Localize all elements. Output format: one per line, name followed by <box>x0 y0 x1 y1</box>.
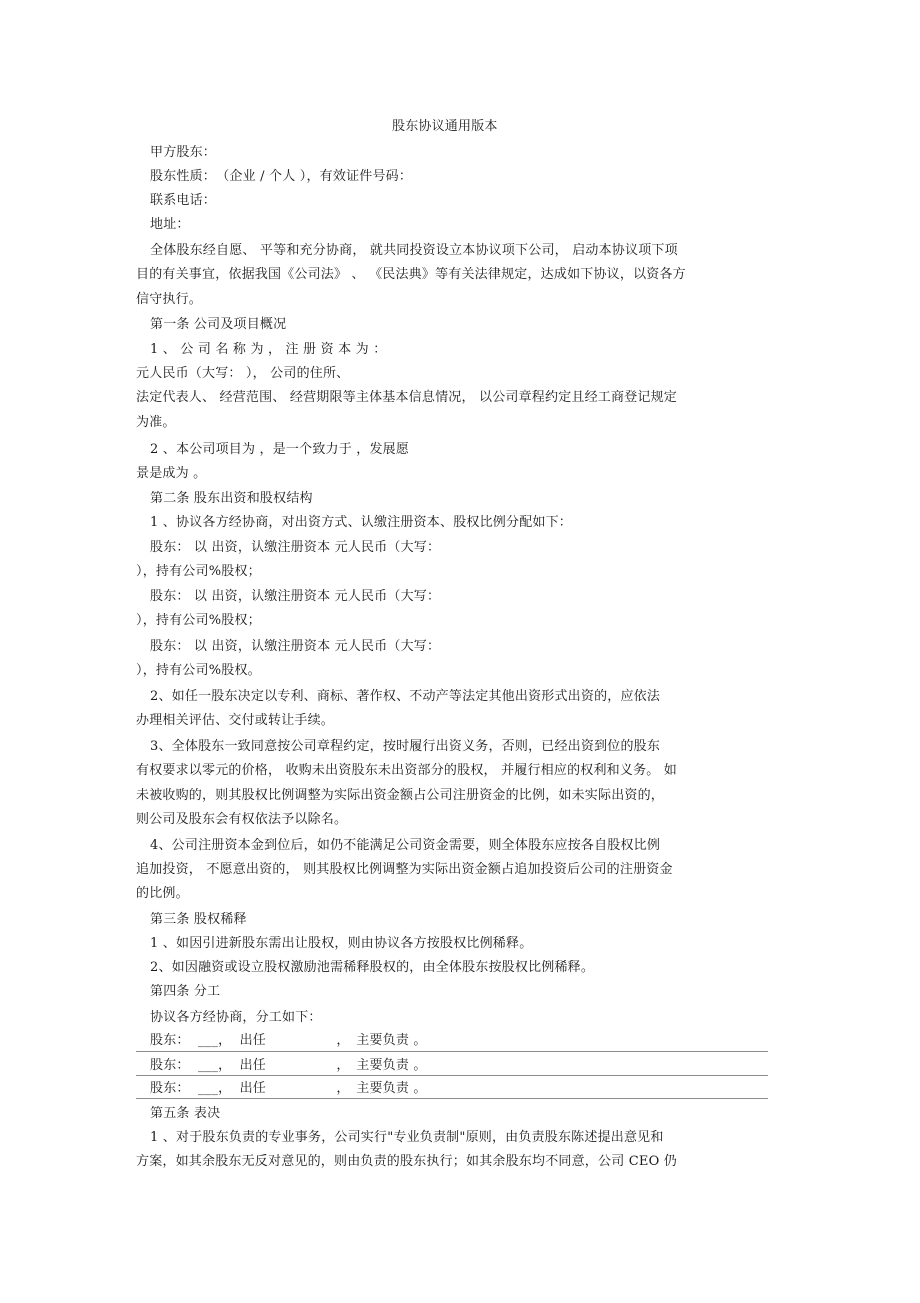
row-name-blank: ___ <box>197 1081 219 1096</box>
article-2-line: 3、全体股东一致同意按公司章程约定，按时履行出资义务，否则，已经出资到位的股东 <box>150 739 661 754</box>
preamble-line: 全体股东经自愿、 平等和充分协商， 就共同投资设立本协议项下公司， 启动本协议项下项 <box>150 243 678 258</box>
preamble-line: 目的有关事宜，依据我国《公司法》 、 《民法典》等有关法律规定，达成如下协议，以资各方 <box>136 267 686 282</box>
article-1-line: 景是成为 。 <box>136 466 207 481</box>
article-2-line: 4、公司注册资本金到位后，如仍不能满足公司资金需要，则全体股东应按各自股权比例 <box>150 838 661 853</box>
article-2-line: 2、如任一股东决定以专利、商标、著作权、不动产等法定其他出资形式出资的，应依法 <box>150 689 661 704</box>
row-resp-label: ， 主要负责 。 <box>336 1033 427 1048</box>
party-nature: 股东性质： （企业 / 个人 ），有效证件号码： <box>150 169 413 184</box>
row-comma: ， <box>218 1058 232 1073</box>
article-1-line: 元人民币（大写： ）， 公司的住所、 <box>136 366 350 381</box>
row-shareholder-label: 股东： <box>150 1033 190 1048</box>
row-divider <box>136 1098 768 1099</box>
article-2-line: 有权要求以零元的价格， 收购未出资股东未出资部分的股权， 并履行相应的权利和义务。 如 <box>136 763 677 778</box>
party-shareholder: 甲方股东： <box>150 145 217 160</box>
row-shareholder-label: 股东： <box>150 1058 190 1073</box>
document-title: 股东协议通用版本 <box>392 119 498 134</box>
party-phone: 联系电话： <box>150 193 217 208</box>
article-2-line: 则公司及股东会有权依法予以除名。 <box>136 812 348 827</box>
row-shareholder-label: 股东： <box>150 1081 190 1096</box>
article-2-line: 办理相关评估、交付或转让手续。 <box>136 713 335 728</box>
article-2-line: ），持有公司%股权； <box>136 564 261 579</box>
article-1-line: 为准。 <box>136 415 176 430</box>
row-comma: ， <box>218 1033 232 1048</box>
party-address: 地址： <box>150 217 190 232</box>
article-2-line: ），持有公司%股权。 <box>136 663 261 678</box>
article-1-line: 2 、本公司项目为 ，是一个致力于 ，发展愿 <box>150 442 410 457</box>
row-name-blank: ___ <box>197 1058 219 1073</box>
row-resp-label: ， 主要负责 。 <box>336 1081 427 1096</box>
article-2-line: 的比例。 <box>136 886 189 901</box>
article-2-line: 股东： 以 出资，认缴注册资本 元人民币（大写： <box>150 589 441 604</box>
article-2-line: 股东： 以 出资，认缴注册资本 元人民币（大写： <box>150 540 441 555</box>
article-1-line: 1 、 公 司 名 称 为 ， 注 册 资 本 为 ： <box>150 342 387 357</box>
row-divider <box>136 1051 768 1052</box>
preamble-line: 信守执行。 <box>136 292 203 307</box>
division-row <box>150 1080 427 1098</box>
row-divider <box>136 1075 768 1076</box>
article-4-heading: 第四条 分工 <box>150 984 221 999</box>
article-4-intro: 协议各方经协商，分工如下： <box>150 1010 322 1025</box>
article-3-heading: 第三条 股权稀释 <box>150 912 247 927</box>
article-2-line: ），持有公司%股权； <box>136 613 261 628</box>
article-2-line: 股东： 以 出资，认缴注册资本 元人民币（大写： <box>150 639 441 654</box>
division-row <box>150 1057 427 1075</box>
row-serve-label: 出任 <box>239 1058 267 1073</box>
article-2-line: 1 、协议各方经协商，对出资方式、认缴注册资本、股权比例分配如下： <box>150 515 573 530</box>
article-2-line: 追加投资， 不愿意出资的， 则其股权比例调整为实际出资金额占追加投资后公司的注册资金 <box>136 862 673 877</box>
article-5-line: 1 、对于股东负责的专业事务，公司实行"专业负责制"原则，由负责股东陈述提出意见和 <box>150 1130 664 1145</box>
article-2-heading: 第二条 股东出资和股权结构 <box>150 491 313 506</box>
article-5-heading: 第五条 表决 <box>150 1106 221 1121</box>
article-2-line: 未被收购的，则其股权比例调整为实际出资金额占公司注册资金的比例，如未实际出资的， <box>136 788 665 803</box>
article-3-line: 1 、如因引进新股东需出让股权，则由协议各方按股权比例稀释。 <box>150 936 533 951</box>
row-serve-label: 出任 <box>239 1081 267 1096</box>
article-1-line: 法定代表人、 经营范围、 经营期限等主体基本信息情况， 以公司章程约定且经工商登记规定 <box>136 390 677 405</box>
row-serve-label: 出任 <box>239 1033 267 1048</box>
division-row <box>150 1032 427 1050</box>
row-resp-label: ， 主要负责 。 <box>336 1058 427 1073</box>
row-name-blank: ___ <box>197 1033 219 1048</box>
row-comma: ， <box>218 1081 232 1096</box>
article-5-line: 方案，如其余股东无反对意见的，则由负责的股东执行；如其余股东均不同意，公司 CEO 仍 <box>136 1154 677 1169</box>
article-3-line: 2、如因融资或设立股权激励池需稀释股权的，由全体股东按股权比例稀释。 <box>150 960 595 975</box>
article-1-heading: 第一条 公司及项目概况 <box>150 317 287 332</box>
